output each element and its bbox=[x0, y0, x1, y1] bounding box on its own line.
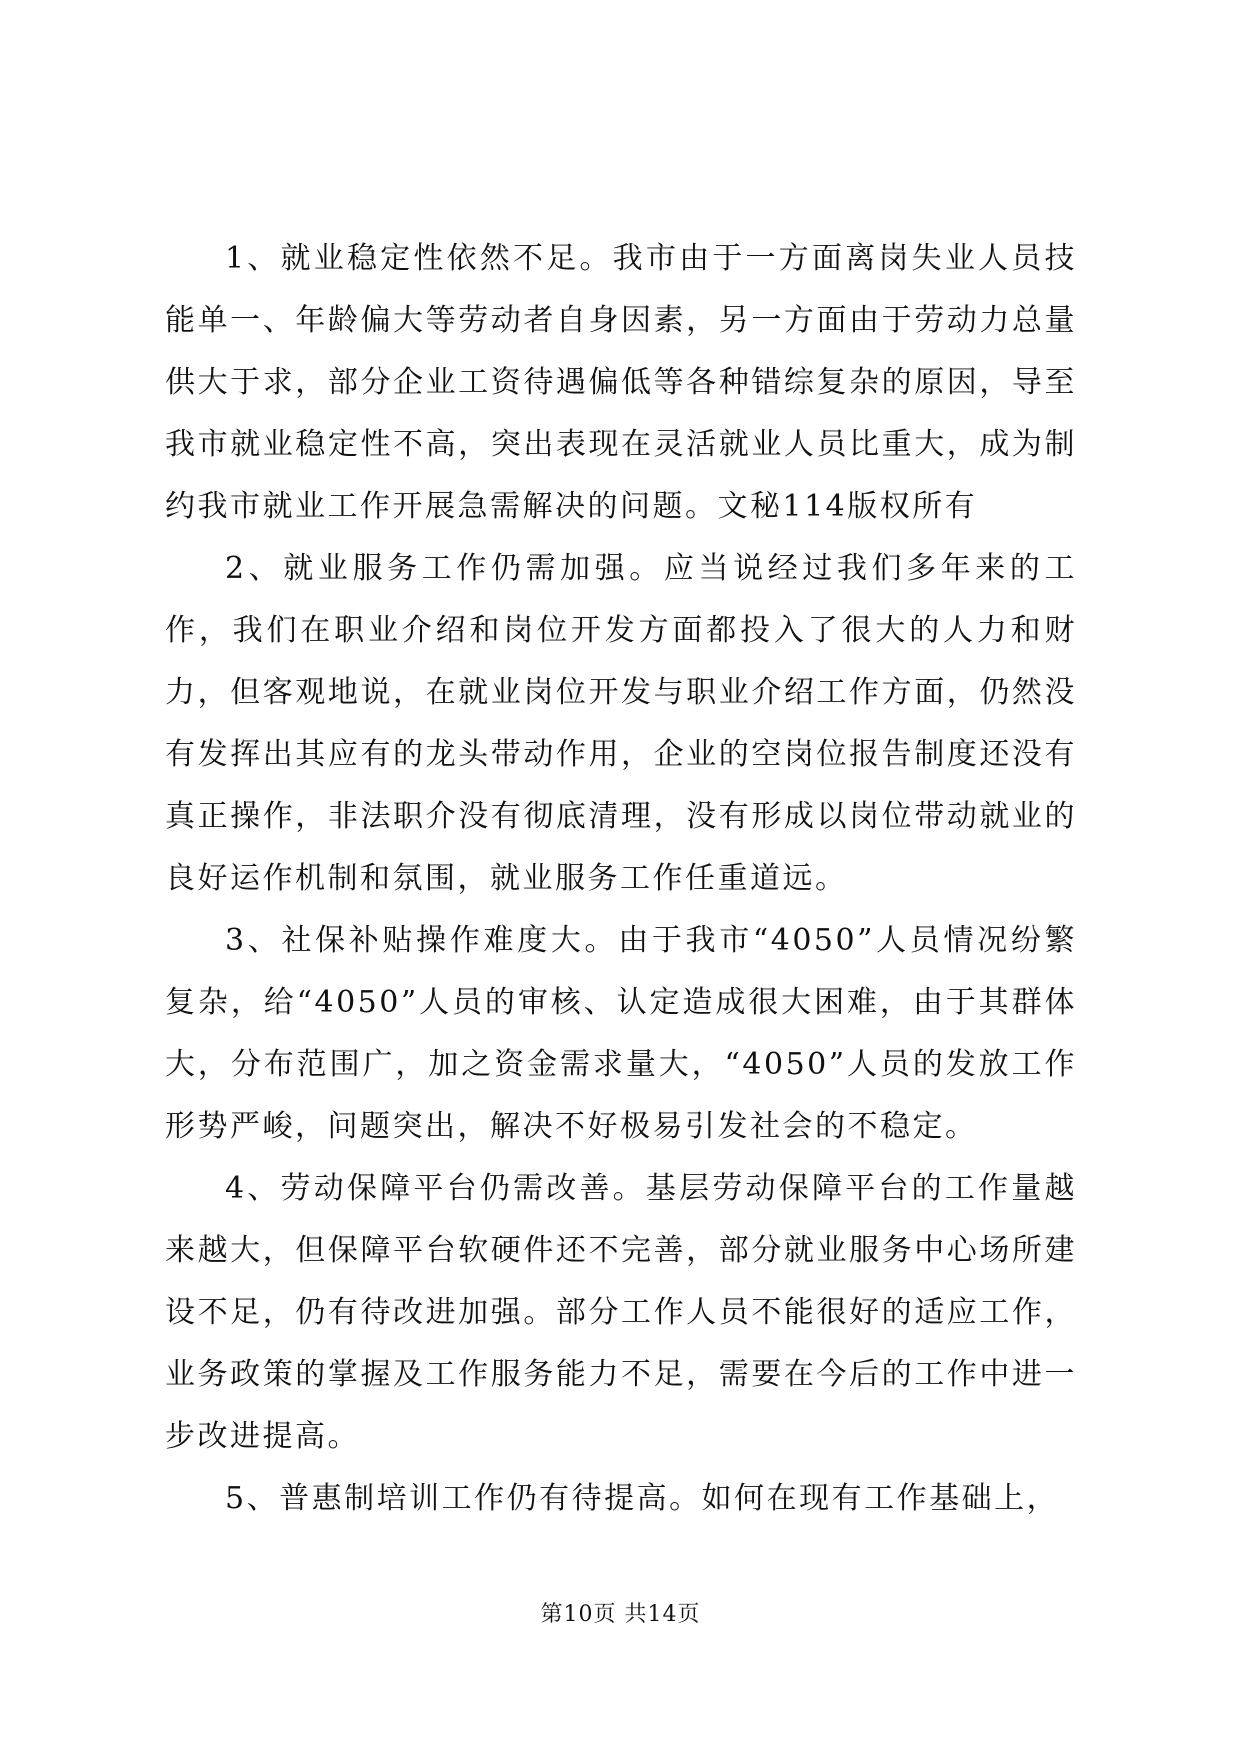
body-text bbox=[165, 228, 1077, 1530]
paragraph-5: 5、普惠制培训工作仍有待提高。如何在现有工作基础上， bbox=[225, 1481, 1060, 1516]
paragraph-3: 3、社保补贴操作难度大。由于我市“4050”人员情况纷繁复杂，给“4050”人员的审核、认定造成很大困难，由于其群体大，分布范围广，加之资金需求量大，“4050”人员的发放工作形势严峻，问题突出，解决不好极易引发社会的不稳定。 bbox=[165, 923, 1077, 1144]
page-footer: 第10页 共14页 bbox=[540, 1602, 701, 1627]
paragraph-1: 1、就业稳定性依然不足。我市由于一方面离岗失业人员技能单一、年龄偏大等劳动者自身因素，另一方面由于劳动力总量供大于求，部分企业工资待遇偏低等各种错综复杂的原因，导至我市就业稳定性不高，突出表现在灵活就业人员比重大，成为制约我市就业工作开展急需解决的问题。文秘114版权所有 bbox=[165, 241, 1077, 524]
paragraph-2: 2、就业服务工作仍需加强。应当说经过我们多年来的工作，我们在职业介绍和岗位开发方面都投入了很大的人力和财力，但客观地说，在就业岗位开发与职业介绍工作方面，仍然没有发挥出其应有的龙头带动作用，企业的空岗位报告制度还没有真正操作，非法职介没有彻底清理，没有形成以岗位带动就业的良好运作机制和氛围，就业服务工作任重道远。 bbox=[165, 551, 1077, 896]
paragraph-4: 4、劳动保障平台仍需改善。基层劳动保障平台的工作量越来越大，但保障平台软硬件还不完善，部分就业服务中心场所建设不足，仍有待改进加强。部分工作人员不能很好的适应工作，业务政策的掌握及工作服务能力不足，需要在今后的工作中进一步改进提高。 bbox=[165, 1171, 1077, 1454]
